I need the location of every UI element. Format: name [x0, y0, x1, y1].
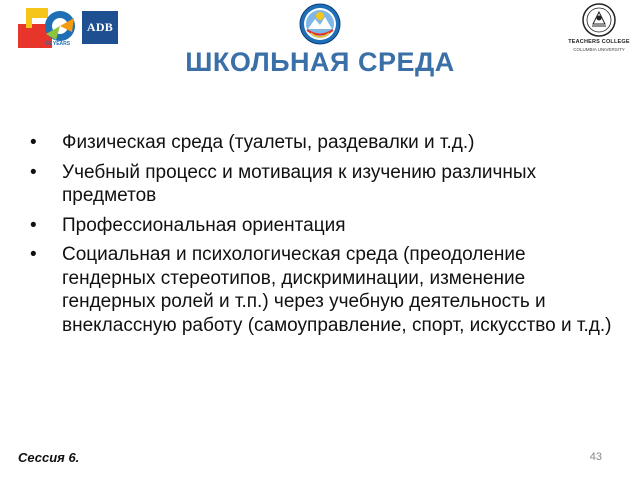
- bullet-text: Социальная и психологическая среда (преодоление гендерных стереотипов, дискриминации, изменение гендерных ролей и т.п.) через учебную деятельность и внеклассную работу (самоуправление, спорт, искусство и т.д.): [62, 244, 612, 336]
- bullet-item: [24, 131, 614, 155]
- bullet-item: [24, 214, 614, 238]
- kyrgyz-emblem-icon: [299, 3, 341, 45]
- teachers-college-subname: COLUMBIA UNIVERSITY: [573, 47, 625, 52]
- teachers-college-name: TEACHERS COLLEGE: [568, 39, 630, 45]
- bullet-item: [24, 243, 614, 337]
- bullet-dot-icon: •: [30, 244, 37, 265]
- slide-title: ШКОЛЬНАЯ СРЕДА: [185, 47, 455, 77]
- adb-logo: [82, 11, 118, 44]
- bullet-text: Профессиональная ориентация: [62, 214, 346, 236]
- kyrgyz-emblem-logo: [299, 3, 341, 45]
- bullet-dot-icon: •: [30, 161, 37, 183]
- bullet-text: Учебный процесс и мотивация к изучению различных предметов: [62, 161, 537, 206]
- teachers-college-seal-icon: [566, 2, 632, 40]
- bullet-dot-icon: •: [30, 132, 37, 153]
- adb-logo-text: ADB: [86, 20, 114, 34]
- bullet-item: [24, 161, 614, 208]
- fifty-years-logo-text: 50 YEARS: [46, 41, 71, 47]
- session-label: Сессия 6.: [18, 450, 80, 465]
- page-number: 43: [589, 451, 602, 463]
- bullet-list: [24, 131, 614, 343]
- fifty-years-logo: [16, 4, 76, 50]
- bullet-dot-icon: •: [30, 214, 37, 236]
- bullet-text: Физическая среда (туалеты, раздевалки и т.д.): [62, 132, 475, 153]
